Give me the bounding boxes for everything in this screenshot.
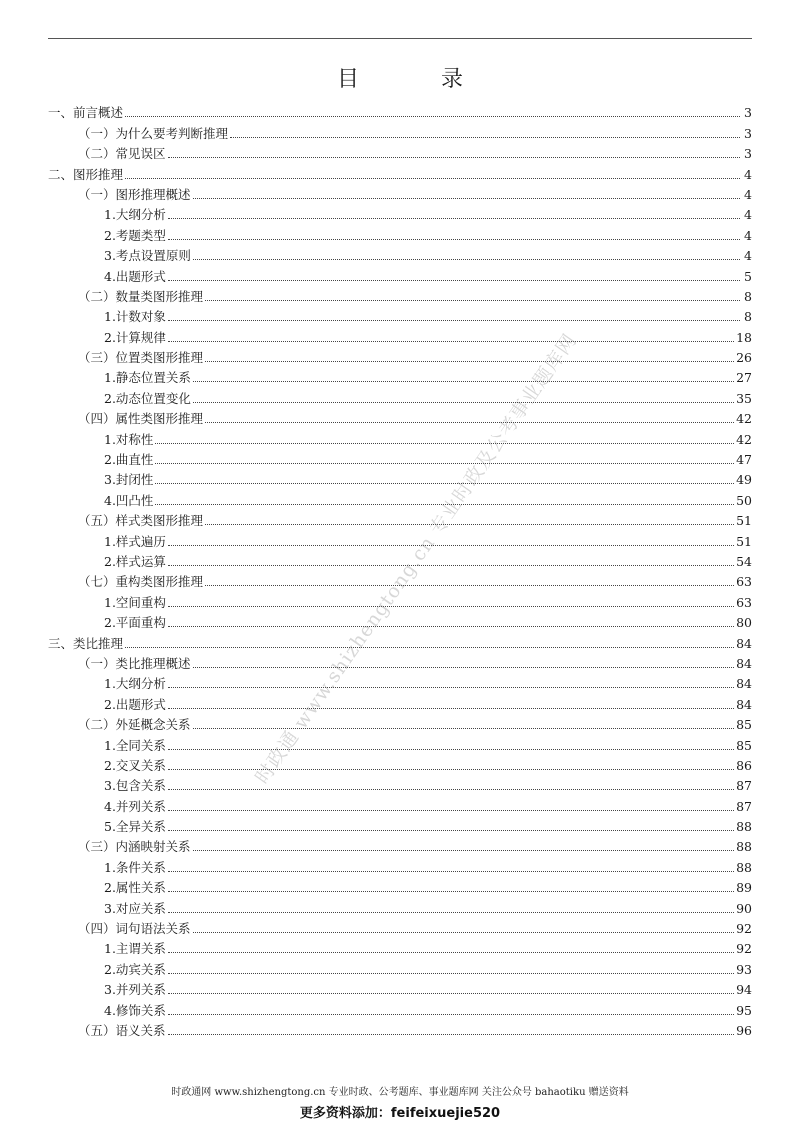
toc-entry-page-number: 8 (744, 309, 752, 325)
toc-entry[interactable] (48, 284, 752, 304)
dot-leader (168, 605, 734, 607)
toc-entry-label: 2.动态位置变化 (104, 390, 191, 406)
toc-entry[interactable] (48, 141, 752, 161)
toc-entry-page-number: 63 (736, 574, 752, 590)
toc-entry-label: 2.计算规律 (104, 329, 166, 345)
dot-leader (168, 279, 740, 281)
toc-entry-label: （四）词句语法关系 (78, 921, 191, 937)
toc-entry-page-number: 84 (736, 676, 752, 692)
promo-text: 更多资料添加：feifeixuejie520 (299, 1106, 501, 1121)
toc-entry-page-number: 93 (736, 961, 752, 977)
toc-entry-label: 2.曲直性 (104, 452, 154, 468)
toc-entry-label: 3.考点设置原则 (104, 248, 191, 264)
toc-entry-page-number: 90 (736, 900, 752, 916)
dot-leader (168, 809, 734, 811)
toc-entry-page-number: 26 (736, 350, 752, 366)
dot-leader (193, 849, 735, 851)
toc-entry-label: 1.静态位置关系 (104, 370, 191, 386)
toc-entry-label: 2.平面重构 (104, 615, 166, 631)
dot-leader (168, 340, 734, 342)
toc-entry[interactable] (48, 324, 752, 344)
toc-entry[interactable] (48, 365, 752, 385)
dot-leader (155, 503, 734, 505)
toc-entry-label: （五）语义关系 (78, 1022, 166, 1038)
dot-leader (168, 972, 734, 974)
toc-entry-label: 2.属性关系 (104, 880, 166, 896)
toc-entry[interactable] (48, 1018, 752, 1038)
dot-leader (205, 299, 740, 301)
toc-entry-page-number: 3 (744, 146, 752, 162)
toc-entry-page-number: 42 (736, 411, 752, 427)
dot-leader (168, 544, 734, 546)
toc-entry[interactable] (48, 854, 752, 874)
toc-entry-page-number: 92 (736, 941, 752, 957)
toc-entry[interactable] (48, 895, 752, 915)
toc-entry[interactable] (48, 263, 752, 283)
toc-entry[interactable] (48, 120, 752, 140)
toc-entry-label: 3.对应关系 (104, 900, 166, 916)
toc-entry-label: 二、图形推理 (48, 166, 124, 182)
dot-leader (205, 360, 734, 362)
toc-entry-page-number: 4 (744, 186, 752, 202)
toc-entry-label: 1.计数对象 (104, 309, 166, 325)
toc-entry-label: 4.出题形式 (104, 268, 166, 284)
toc-entry-page-number: 4 (744, 166, 752, 182)
toc-entry[interactable] (48, 345, 752, 365)
dot-leader (155, 442, 734, 444)
toc-entry-label: 1.对称性 (104, 431, 154, 447)
toc-entry-page-number: 63 (736, 594, 752, 610)
dot-leader (168, 788, 734, 790)
toc-entry-label: 3.并列关系 (104, 982, 166, 998)
dot-leader (205, 421, 734, 423)
toc-entry-page-number: 51 (736, 533, 752, 549)
toc-entry-label: 1.全同关系 (104, 737, 166, 753)
toc-entry[interactable] (48, 977, 752, 997)
toc-entry-page-number: 84 (736, 635, 752, 651)
toc-entry-page-number: 4 (744, 207, 752, 223)
toc-entry-page-number: 95 (736, 1002, 752, 1018)
dot-leader (125, 115, 740, 117)
toc-entry[interactable] (48, 100, 752, 120)
toc-entry-label: （七）重构类图形推理 (78, 574, 204, 590)
dot-leader (193, 727, 735, 729)
dot-leader (168, 1033, 735, 1035)
toc-entry-label: （一）为什么要考判断推理 (78, 125, 229, 141)
dot-leader (168, 992, 734, 994)
toc-entry[interactable] (48, 753, 752, 773)
dot-leader (155, 482, 734, 484)
dot-leader (168, 625, 734, 627)
toc-entry[interactable] (48, 161, 752, 181)
toc-entry-page-number: 80 (736, 615, 752, 631)
toc-entry[interactable] (48, 426, 752, 446)
dot-leader (155, 462, 734, 464)
toc-entry-page-number: 42 (736, 431, 752, 447)
toc-entry-page-number: 92 (736, 921, 752, 937)
table-of-contents (48, 100, 752, 1038)
dot-leader (168, 951, 734, 953)
toc-entry-page-number: 18 (736, 329, 752, 345)
dot-leader (168, 319, 740, 321)
toc-entry-page-number: 49 (736, 472, 752, 488)
toc-entry[interactable] (48, 182, 752, 202)
toc-entry-page-number: 86 (736, 757, 752, 773)
toc-entry-label: 2.样式运算 (104, 553, 166, 569)
page-title: 目 录 (336, 67, 493, 92)
toc-entry-page-number: 5 (744, 268, 752, 284)
toc-entry-page-number: 87 (736, 778, 752, 794)
toc-entry-page-number: 96 (736, 1022, 752, 1038)
toc-entry-label: （三）位置类图形推理 (78, 350, 204, 366)
dot-leader (168, 156, 740, 158)
toc-entry-label: 1.主谓关系 (104, 941, 166, 957)
toc-entry-page-number: 88 (736, 819, 752, 835)
toc-entry[interactable] (48, 875, 752, 895)
toc-entry[interactable] (48, 814, 752, 834)
dot-leader (193, 380, 734, 382)
toc-entry-page-number: 35 (736, 390, 752, 406)
toc-entry[interactable] (48, 385, 752, 405)
toc-entry-page-number: 94 (736, 982, 752, 998)
dot-leader (168, 768, 734, 770)
dot-leader (168, 707, 734, 709)
toc-entry[interactable] (48, 467, 752, 487)
toc-entry[interactable] (48, 406, 752, 426)
toc-entry-page-number: 4 (744, 227, 752, 243)
toc-entry-page-number: 47 (736, 452, 752, 468)
toc-entry[interactable] (48, 589, 752, 609)
toc-entry[interactable] (48, 508, 752, 528)
toc-entry-page-number: 87 (736, 798, 752, 814)
toc-entry-label: （二）常见误区 (78, 146, 166, 162)
toc-entry[interactable] (48, 671, 752, 691)
toc-entry[interactable] (48, 712, 752, 732)
dot-leader (168, 1013, 734, 1015)
toc-entry-page-number: 3 (744, 125, 752, 141)
toc-entry-label: 3.封闭性 (104, 472, 154, 488)
dot-leader (205, 523, 734, 525)
dot-leader (193, 401, 734, 403)
dot-leader (230, 136, 740, 138)
toc-entry[interactable] (48, 569, 752, 589)
toc-entry-label: 1.大纲分析 (104, 207, 166, 223)
dot-leader (168, 217, 740, 219)
dot-leader (193, 666, 735, 668)
toc-entry-label: （三）内涵映射关系 (78, 839, 191, 855)
dot-leader (168, 890, 734, 892)
toc-entry-page-number: 85 (736, 737, 752, 753)
toc-entry[interactable] (48, 528, 752, 548)
toc-entry[interactable] (48, 610, 752, 630)
toc-entry-label: 4.并列关系 (104, 798, 166, 814)
toc-entry-page-number: 51 (736, 513, 752, 529)
dot-leader (168, 238, 740, 240)
dot-leader (125, 646, 734, 648)
toc-entry-page-number: 50 (736, 492, 752, 508)
toc-entry-label: （二）外延概念关系 (78, 717, 191, 733)
toc-entry[interactable] (48, 691, 752, 711)
toc-entry[interactable] (48, 997, 752, 1017)
header-rule (48, 38, 752, 39)
dot-leader (168, 870, 734, 872)
dot-leader (125, 177, 740, 179)
toc-entry[interactable] (48, 916, 752, 936)
toc-entry[interactable] (48, 549, 752, 569)
dot-leader (205, 584, 734, 586)
toc-entry-label: （五）样式类图形推理 (78, 513, 204, 529)
toc-entry-label: 4.凹凸性 (104, 492, 154, 508)
watermark-text: 时政通 www.shizhengtong.cn 专业时政及公考事业题库网 (251, 329, 582, 788)
footer-text: 时政通网 www.shizhengtong.cn 专业时政、公考题库、事业题库网 关注公众号 bahaotiku 赠送资料 (171, 1087, 629, 1098)
toc-entry[interactable] (48, 202, 752, 222)
toc-entry[interactable] (48, 956, 752, 976)
toc-entry[interactable] (48, 793, 752, 813)
toc-entry-label: 1.条件关系 (104, 859, 166, 875)
toc-entry[interactable] (48, 936, 752, 956)
toc-entry-label: （一）图形推理概述 (78, 186, 191, 202)
toc-entry-label: 2.交叉关系 (104, 757, 166, 773)
toc-entry-label: 3.包含关系 (104, 778, 166, 794)
toc-entry-label: 5.全异关系 (104, 819, 166, 835)
toc-entry-label: 1.空间重构 (104, 594, 166, 610)
toc-entry-page-number: 3 (744, 105, 752, 121)
toc-entry-label: 2.出题形式 (104, 696, 166, 712)
toc-entry-label: （一）类比推理概述 (78, 655, 191, 671)
toc-entry[interactable] (48, 487, 752, 507)
dot-leader (168, 748, 734, 750)
dot-leader (193, 931, 735, 933)
toc-entry[interactable] (48, 630, 752, 650)
toc-entry[interactable] (48, 732, 752, 752)
toc-entry-label: 2.动宾关系 (104, 961, 166, 977)
toc-entry-page-number: 88 (736, 859, 752, 875)
toc-entry-label: （四）属性类图形推理 (78, 411, 204, 427)
toc-entry-label: 1.样式遍历 (104, 533, 166, 549)
toc-entry[interactable] (48, 304, 752, 324)
toc-entry-page-number: 84 (736, 696, 752, 712)
toc-entry[interactable] (48, 222, 752, 242)
toc-entry[interactable] (48, 447, 752, 467)
toc-entry-label: 一、前言概述 (48, 105, 124, 121)
toc-entry-page-number: 84 (736, 655, 752, 671)
dot-leader (168, 686, 734, 688)
toc-entry-page-number: 89 (736, 880, 752, 896)
dot-leader (193, 197, 740, 199)
toc-entry-page-number: 27 (736, 370, 752, 386)
toc-entry-page-number: 8 (744, 288, 752, 304)
toc-entry-label: （二）数量类图形推理 (78, 288, 204, 304)
toc-entry-page-number: 4 (744, 248, 752, 264)
toc-entry-label: 三、类比推理 (48, 635, 124, 651)
dot-leader (168, 829, 734, 831)
toc-entry[interactable] (48, 651, 752, 671)
toc-entry-label: 4.修饰关系 (104, 1002, 166, 1018)
toc-entry-page-number: 85 (736, 717, 752, 733)
dot-leader (168, 564, 734, 566)
toc-entry[interactable] (48, 243, 752, 263)
dot-leader (168, 911, 734, 913)
toc-entry-label: 2.考题类型 (104, 227, 166, 243)
toc-entry[interactable] (48, 773, 752, 793)
toc-entry-page-number: 88 (736, 839, 752, 855)
dot-leader (193, 258, 740, 260)
toc-entry-page-number: 54 (736, 553, 752, 569)
toc-entry[interactable] (48, 834, 752, 854)
toc-entry-label: 1.大纲分析 (104, 676, 166, 692)
